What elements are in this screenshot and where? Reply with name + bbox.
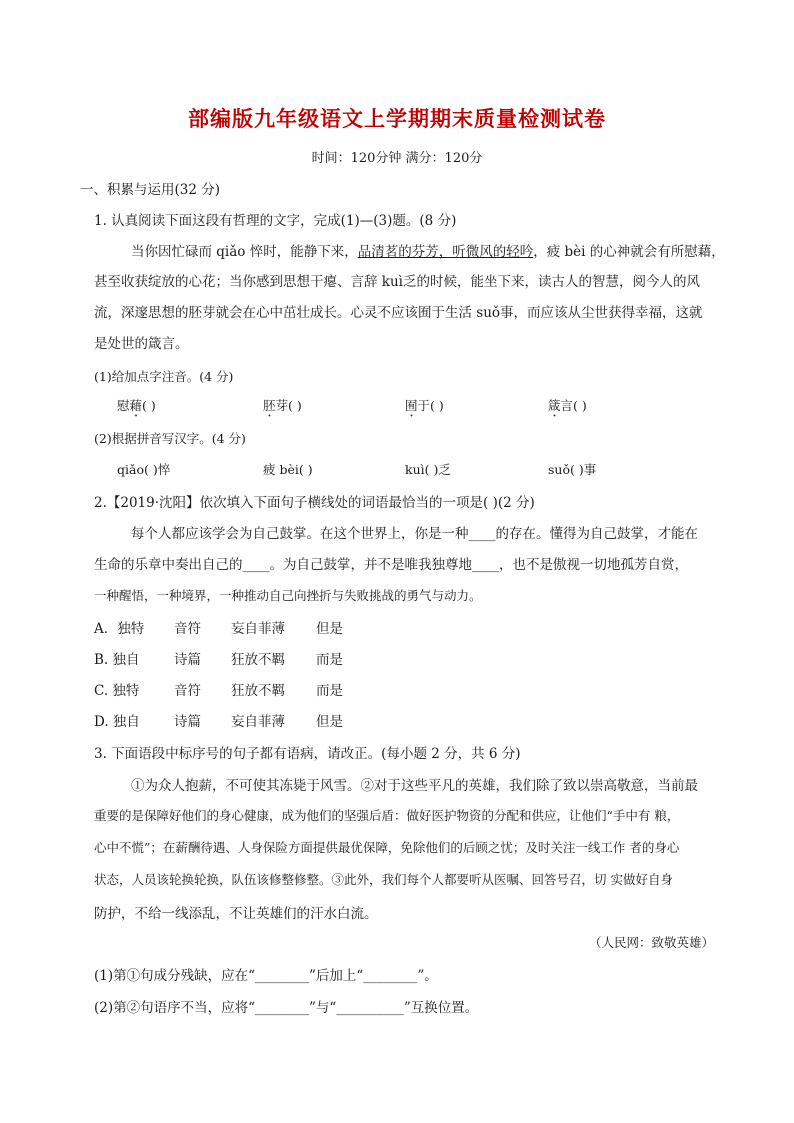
- q3-sub2: (2)第②句语序不当，应将“________”与“__________”互换位置。: [94, 1000, 479, 1016]
- q2-option-a: A．独特 音符 妄自菲薄 但是: [94, 621, 343, 637]
- q3-passage-line1: ①为众人抱薪，不可使其冻毙于风雪。②对于这些平凡的英雄，我们除了致以崇高敬意，当前最: [131, 778, 698, 794]
- q1-item4: 箴言( ): [548, 398, 587, 413]
- page-title: 部编版九年级语文上学期期末质量检测试卷: [188, 107, 606, 131]
- q1-sub1: (1)给加点字注音。(4 分): [94, 369, 234, 384]
- section-heading: 一、积累与运用(32 分): [80, 182, 221, 198]
- q1-item1: 慰藉( ): [117, 398, 156, 413]
- q1-item3: 囿于( ): [405, 398, 444, 413]
- q1-paragraph-line1: 当你因忙碌而 qiǎo 悴时，能静下来，品清茗的芬芳，听微风的轻吟，疲 bèi 的心神就会有所慰藉，: [131, 244, 725, 260]
- q1-paragraph-line2: 甚至收获绽放的心花；当你感到思想干瘪、言辞 kuì乏的时候，能坐下来，读古人的智慧，阅今人的风: [94, 274, 700, 290]
- q1-pinyin2: 疲 bèi( ): [263, 462, 313, 477]
- exam-info: 时间：120分钟 满分：120分: [311, 151, 483, 166]
- q1-underlined-phrase: 品清茗的芬芳，听微风的轻吟: [357, 244, 534, 260]
- q3-passage-line5: 防护，不给一线添乱，不让英雄们的汗水白流。: [94, 906, 378, 922]
- q2-passage-line2: 生命的乐章中奏出自己的____。为自己鼓掌，并不是唯我独尊地____，也不是傲视一切地孤芳自赏，: [94, 557, 688, 573]
- q2-option-d: D. 独自 诗篇 妄自菲薄 但是: [94, 714, 343, 730]
- q1-stem: 1. 认真阅读下面这段有哲理的文字，完成(1)—(3)题。(8 分): [94, 213, 457, 229]
- q1-pinyin3: kuì( )乏: [405, 462, 451, 477]
- q1-item2: 胚芽( ): [263, 398, 302, 413]
- q2-option-c: C. 独特 音符 狂放不羁 而是: [94, 683, 343, 699]
- q3-source: （人民网：致敬英雄）: [588, 935, 714, 950]
- q2-option-b: B. 独自 诗篇 狂放不羁 而是: [94, 652, 343, 668]
- q2-stem: 2.【2019·沈阳】依次填入下面句子横线处的词语最恰当的一项是( )(2 分): [94, 495, 535, 511]
- q1-pinyin4: suǒ( )事: [548, 462, 597, 477]
- q2-passage-line3: 一种醒悟，一种境界，一种推动自己向挫折与失败挑战的勇气与动力。: [94, 588, 482, 603]
- q1-pinyin1: qiǎo( )悴: [117, 462, 171, 477]
- q1-paragraph-line4: 是处世的箴言。: [94, 336, 189, 352]
- q3-stem: 3. 下面语段中标序号的句子都有语病，请改正。(每小题 2 分，共 6 分): [94, 746, 521, 762]
- q3-passage-line2: 重要的是保障好他们的身心健康，成为他们的坚强后盾：做好医护物资的分配和供应，让他们“手中有 粮，: [94, 808, 680, 823]
- q1-paragraph-line3: 流，深邃思想的胚芽就会在心中茁壮成长。心灵不应该囿于生活 suǒ事，而应该从尘世获得幸福，这就: [94, 305, 703, 321]
- q2-passage-line1: 每个人都应该学会为自己鼓掌。在这个世界上，你是一种____的存在。懂得为自己鼓掌，才能在: [131, 526, 698, 542]
- q3-sub1: (1)第①句成分残缺，应在“________”后加上“________”。: [94, 968, 438, 984]
- q3-passage-line4: 状态，人员该轮换轮换，队伍该修整修整。③此外，我们每个人都要听从医嘱、回答号召，切 实做好自身: [94, 872, 673, 887]
- q1-sub2: (2)根据拼音写汉字。(4 分): [94, 431, 246, 446]
- q3-passage-line3: 心中不慌”；在薪酬待遇、人身保险方面提供最优保障，免除他们的后顾之忧；及时关注一线工作 者的身心: [94, 840, 680, 855]
